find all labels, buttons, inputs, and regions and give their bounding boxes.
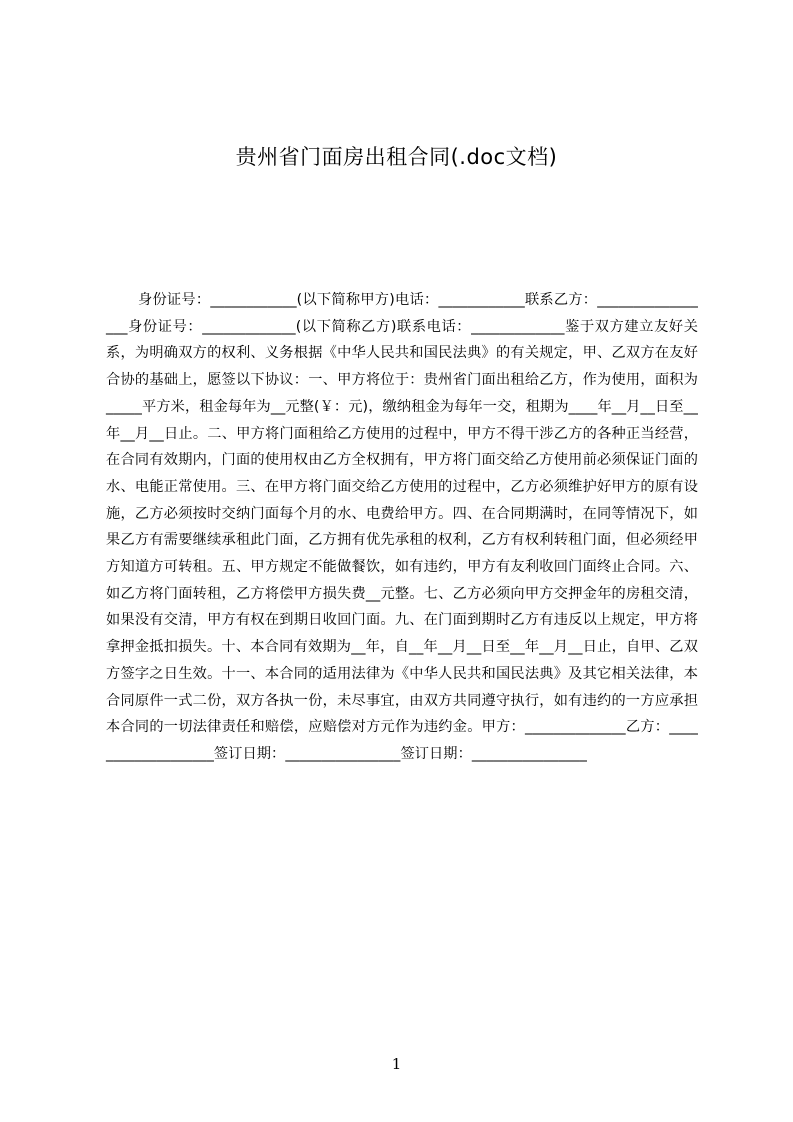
- contract-body-text: 身份证号：____________(以下简称甲方)电话：____________联系乙方：_________________身份证号：_____________(以下简称乙方)联系电话：_____________鉴于双方建立友好关系，为明确双方的权利、义务根据《中华人民共和国民法典》的有关规定，甲、乙双方在友好合协的基础上，愿签以下协议：一、甲方将位于：贵州省门面出租给乙方，作为使用，面积为_____平方米，租金每年为__元整(￥：元)，缴纳租金为每年一交，租期为____年__月__日至__年__月__日止。二、甲方将门面租给乙方使用的过程中，甲方不得干涉乙方的各种正当经营，在合同有效期内，门面的使用权由乙方全权拥有，甲方将门面交给乙方使用前必须保证门面的水、电能正常使用。三、在甲方将门面交给乙方使用的过程中，乙方必须维护好甲方的原有设施，乙方必须按时交纳门面每个月的水、电费给甲方。四、在合同期满时，在同等情况下，如果乙方有需要继续承租此门面，乙方拥有优先承租的权利，乙方有权利转租门面，但必须经甲方知道方可转租。五、甲方规定不能做餐饮，如有违约，甲方有友利收回门面终止合同。六、如乙方将门面转租，乙方将偿甲方损失费__元整。七、乙方必须向甲方交押金年的房租交清，如果没有交清，甲方有权在到期日收回门面。九、在门面到期时乙方有违反以上规定，甲方将拿押金抵扣损失。十、本合同有效期为__年，自__年__月__日至__年__月__日止，自甲、乙双方签字之日生效。十一、本合同的适用法律为《中华人民共和国民法典》及其它相关法律，本合同原件一式二份，双方各执一份，未尽事宜，由双方共同遵守执行，如有违约的一方应承担本合同的一切法律责任和赔偿，应赔偿对方元作为违约金。甲方：______________乙方：___________________签订日期：________________签订日期：________________: [106, 292, 698, 762]
- page-number: 1: [391, 1055, 402, 1073]
- document-title: 贵州省门面房出租合同(.doc文档): [235, 145, 558, 169]
